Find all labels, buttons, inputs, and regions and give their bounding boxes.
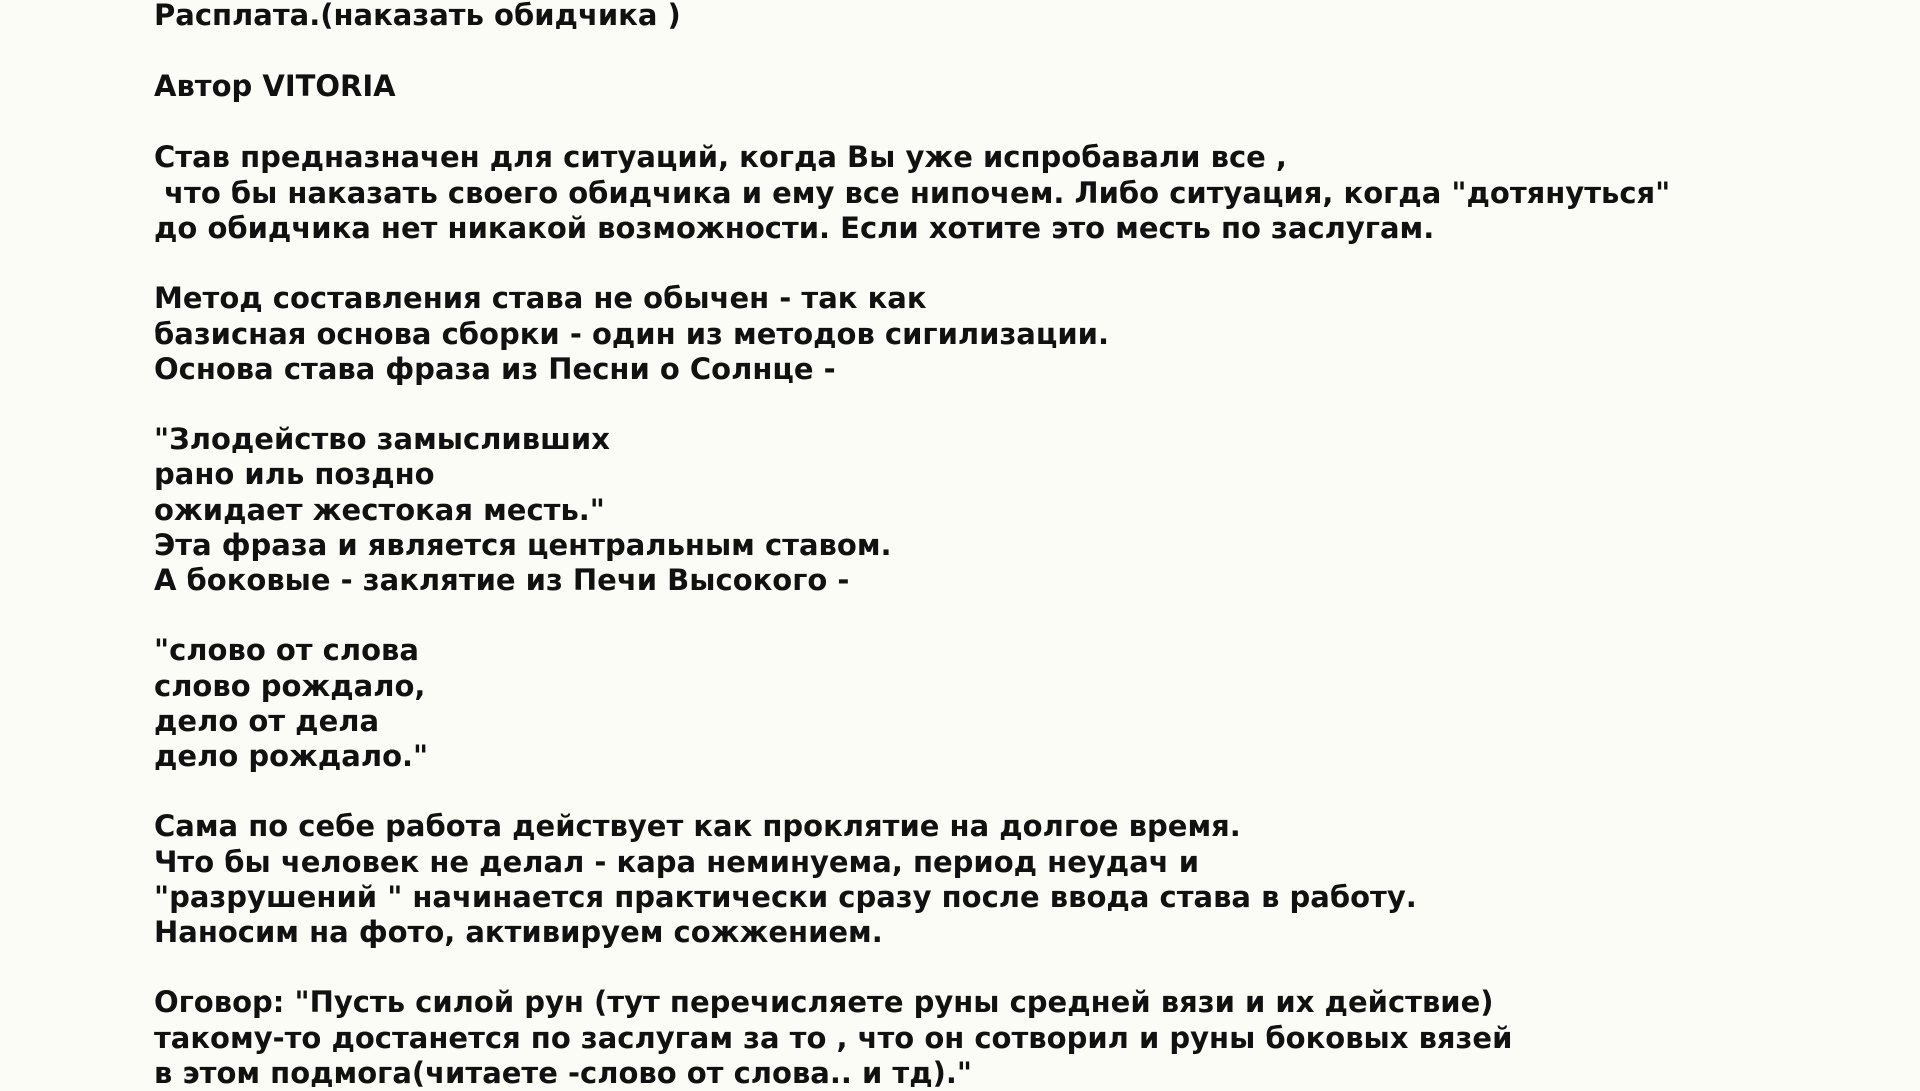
paragraph-line: такому-то достанется по заслугам за то , что он сотворил и руны боковых вязей [154, 1021, 1513, 1055]
paragraph-line: Метод составления става не обычен - так как [154, 281, 927, 315]
quote-line: дело рождало." [154, 739, 429, 773]
document-page [154, 0, 1894, 1090]
paragraph-line: Наносим на фото, активируем сожжением. [154, 915, 883, 949]
quote-line: "Злодейство замысливших [154, 422, 610, 456]
paragraph-line: Став предназначен для ситуаций, когда Вы уже испробавали все , [154, 140, 1287, 174]
quote-line: рано иль поздно [154, 457, 435, 491]
paragraph-line: А боковые - заклятие из Печи Высокого - [154, 563, 850, 597]
paragraph-line: базисная основа сборки - один из методов сигилизации. [154, 317, 1110, 351]
paragraph-line: Что бы человек не делал - кара неминуема, период неудач и [154, 845, 1200, 879]
quote-line: ожидает жестокая месть." [154, 493, 605, 527]
paragraph-line: в этом подмога(читаете -слово от слова.. и тд)." [154, 1056, 973, 1090]
quote-line: дело от дела [154, 704, 380, 738]
paragraph-line: "разрушений " начинается практически сразу после ввода става в работу. [154, 880, 1417, 914]
quote-line: "слово от слова [154, 633, 419, 667]
paragraph-line: Сама по себе работа действует как проклятие на долгое время. [154, 809, 1241, 843]
document-title: Расплата.(наказать обидчика ) [154, 0, 681, 32]
author-line: Автор VITORIA [154, 69, 396, 103]
paragraph-line: до обидчика нет никакой возможности. Если хотите это месть по заслугам. [154, 211, 1435, 245]
paragraph-line: что бы наказать своего обидчика и ему все нипочем. Либо ситуация, когда "дотянуться" [154, 176, 1671, 210]
paragraph-line: Эта фраза и является центральным ставом. [154, 528, 892, 562]
quote-line: слово рождало, [154, 669, 426, 703]
paragraph-line: Основа става фраза из Песни о Солнце - [154, 352, 836, 386]
paragraph-line: Оговор: "Пусть силой рун (тут перечисляете руны средней вязи и их действие) [154, 985, 1494, 1019]
